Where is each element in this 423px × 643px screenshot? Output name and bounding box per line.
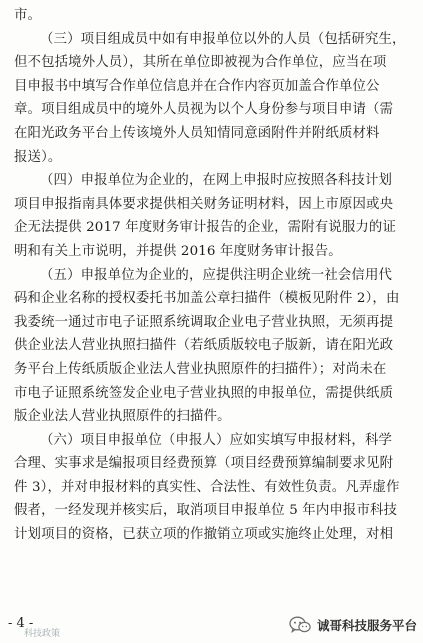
paragraph-6-line: 件 3），并对申报材料的真实性、合法性、有效性负责。凡弄虚作 <box>14 479 400 495</box>
wechat-icon <box>289 616 311 634</box>
text-line: 市。 <box>14 8 42 23</box>
account-watermark <box>289 616 417 634</box>
paragraph-3-line: 章。项目组成员中的境外人员视为以个人身份参与项目申请（需 <box>14 102 394 118</box>
paragraph-5-line: （五）申报单位为企业的，应提供注明企业统一社会信用代 <box>40 267 393 283</box>
paragraph-5-line: 版企业法人营业执照原件的扫描件。 <box>14 409 231 425</box>
document-body <box>14 4 412 547</box>
paragraph-6-line: （六）项目申报单位（申报人）应如实填写申报材料，科学 <box>40 432 393 448</box>
paragraph-3-line: 但不包括境外人员），其所在单位即被视为合作单位，应当在项 <box>14 55 387 71</box>
paragraph-3-line: 报送）。 <box>14 149 62 165</box>
paragraph-6-line: 假者，一经发现并核实后，取消项目申报单位 5 年内申报市科技 <box>14 503 398 519</box>
paragraph-5-line: 务平台上传纸质版企业法人营业执照原件的扫描件）；对尚未在 <box>14 361 387 377</box>
paragraph-5-line: 供企业法人营业执照扫描件（若纸质版较电子版新，请在阳光政 <box>14 338 394 354</box>
page-footer <box>0 600 423 643</box>
paragraph-5-line: 码和企业名称的授权委托书加盖公章扫描件（模板见附件 2），由 <box>14 291 400 307</box>
paragraph-4-line: 企无法提供 2017 年度财务审计报告的企业，需附有说服力的证 <box>14 220 397 236</box>
paragraph-3-line: （三）项目组成员中如有申报单位以外的人员（包括研究生， <box>40 31 406 47</box>
paragraph-4-line: 明和有关上市说明，并提供 2016 年度财务审计报告。 <box>14 243 342 259</box>
account-name: 诚哥科技服务平台 <box>316 618 417 633</box>
paragraph-3-line: 目申报书中填写合作单位信息并在合作内容页加盖合作单位公 <box>14 78 380 94</box>
paragraph-5-line: 市电子证照系统签发企业电子营业执照的申报单位，需提供纸质 <box>14 385 394 401</box>
paragraph-5-line: 我委统一通过市电子证照系统调取企业电子营业执照，无须再提 <box>14 314 394 330</box>
paragraph-6-line: 计划项目的资格，已获立项的作撤销立项或实施终止处理，对相 <box>14 527 394 543</box>
paragraph-4-line: （四）申报单位为企业的，在网上申报时应按照各科技计划 <box>40 173 393 189</box>
paragraph-3-line: 在阳光政务平台上传该境外人员知情同意函附件并附纸质材料 <box>14 125 380 141</box>
paragraph-4-line: 项目申报指南具体要求提供相关财务证明材料，因上市原因或央 <box>14 196 394 212</box>
page-number: - 4 - <box>8 616 34 631</box>
watermark-text: 科技政策 <box>24 629 61 639</box>
paragraph-6-line: 合理、实事求是编报项目经费预算（项目经费预算编制要求见附 <box>14 456 394 472</box>
